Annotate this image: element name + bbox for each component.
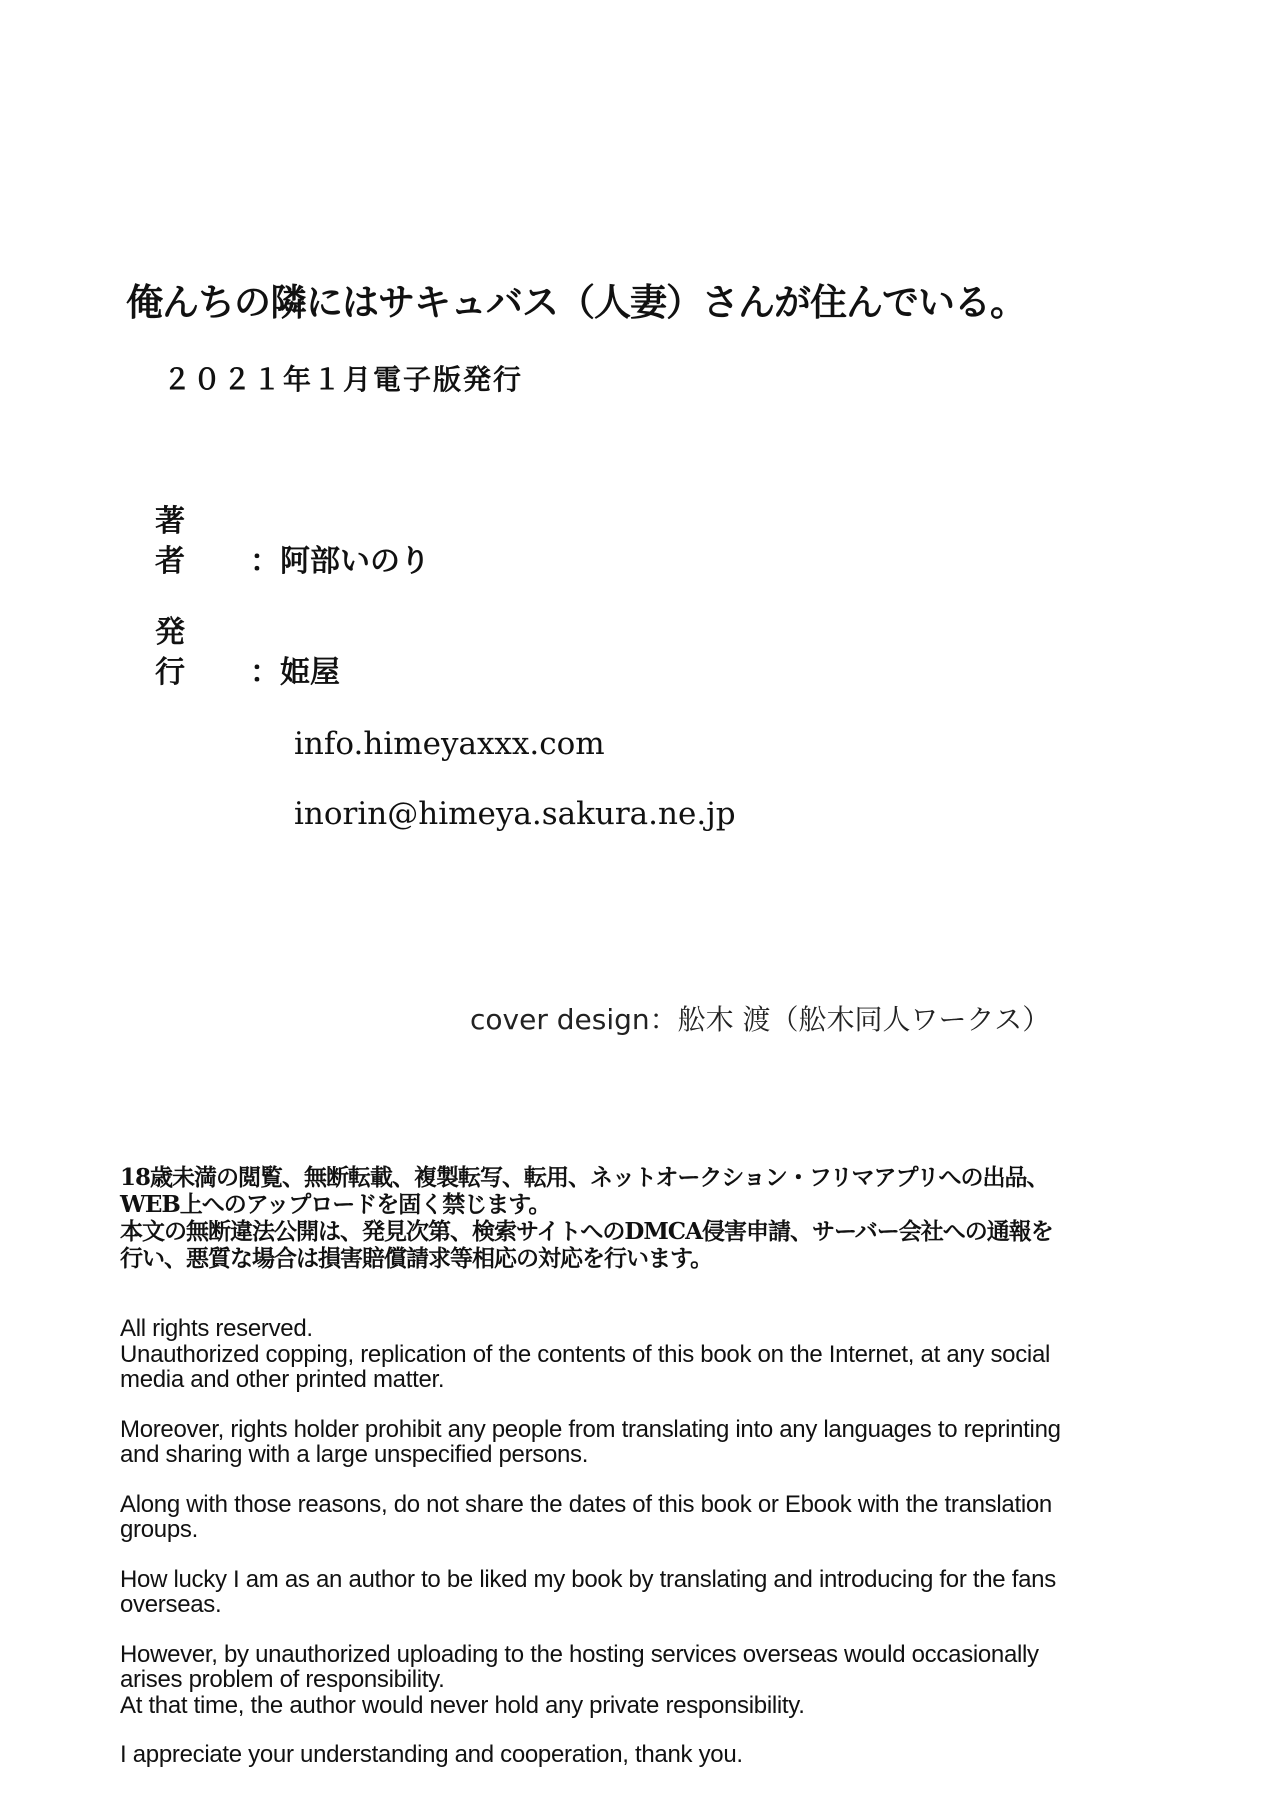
notice-en-paragraph [120,1316,1230,1393]
notice-en-line: Unauthorized copping, replication of the contents of this book on the Internet, at any social [120,1340,1051,1368]
notice-en-paragraph [120,1742,1230,1768]
notice-en-line: media and other printed matter. [120,1366,445,1393]
author-label: 著者 [155,504,215,579]
notice-japanese [120,1164,1220,1272]
notice-jp-line: 行い、悪質な場合は損害賠償請求等相応の対応を行います。 [120,1245,713,1272]
website: info.himeyaxxx.com [294,726,605,762]
notice-en-line: Along with those reasons, do not share the dates of this book or Ebook with the translation [120,1490,1052,1518]
author-separator: ： [250,544,280,579]
notice-en-line: arises problem of responsibility. [120,1666,445,1693]
cover-design-credit: cover design：舩木 渡（舩木同人ワークス） [470,1003,1051,1036]
notice-en-line: groups. [120,1516,198,1543]
notice-jp-line: WEB上へのアップロードを固く禁じます。 [120,1191,551,1218]
notice-jp-line: 本文の無断違法公開は、発見次第、検索サイトへのDMCA侵害申請、サーバー会社への通報を [120,1218,1053,1245]
notice-en-line: overseas. [120,1591,222,1618]
notice-en-line: and sharing with a large unspecified persons. [120,1441,589,1468]
book-title: 俺んちの隣にはサキュバス（人妻）さんが住んでいる。 [126,281,1026,324]
publication-date: ２０２１年１月電子版発行 [163,363,524,396]
email: inorin@himeya.sakura.ne.jp [294,796,736,832]
notice-en-line: How lucky I am as an author to be liked my book by translating and introducing for the fans [120,1565,1056,1593]
notice-en-line: However, by unauthorized uploading to the hosting services overseas would occasionally [120,1640,1039,1668]
notice-en-paragraph [120,1417,1230,1468]
notice-en-line: Moreover, rights holder prohibit any people from translating into any languages to reprinting [120,1415,1061,1443]
notice-en-paragraph [120,1642,1230,1719]
publisher-label: 発行 [155,615,215,690]
notice-en-line: I appreciate your understanding and cooperation, thank you. [120,1741,743,1768]
notice-en-paragraph [120,1492,1230,1543]
author-line [155,502,1280,582]
publisher-separator: ： [250,655,280,690]
notice-en-line: At that time, the author would never hold any private responsibility. [120,1691,805,1719]
notice-en-paragraph [120,1567,1230,1618]
publisher-line [155,613,1280,693]
notice-en-line: All rights reserved. [120,1315,313,1342]
publisher-name: 姫屋 [280,655,340,690]
author-name: 阿部いのり [280,544,430,579]
notice-jp-line: 18歳未満の閲覧、無断転載、複製転写、転用、ネットオークション・フリマアプリへの出品、 [120,1164,1049,1191]
